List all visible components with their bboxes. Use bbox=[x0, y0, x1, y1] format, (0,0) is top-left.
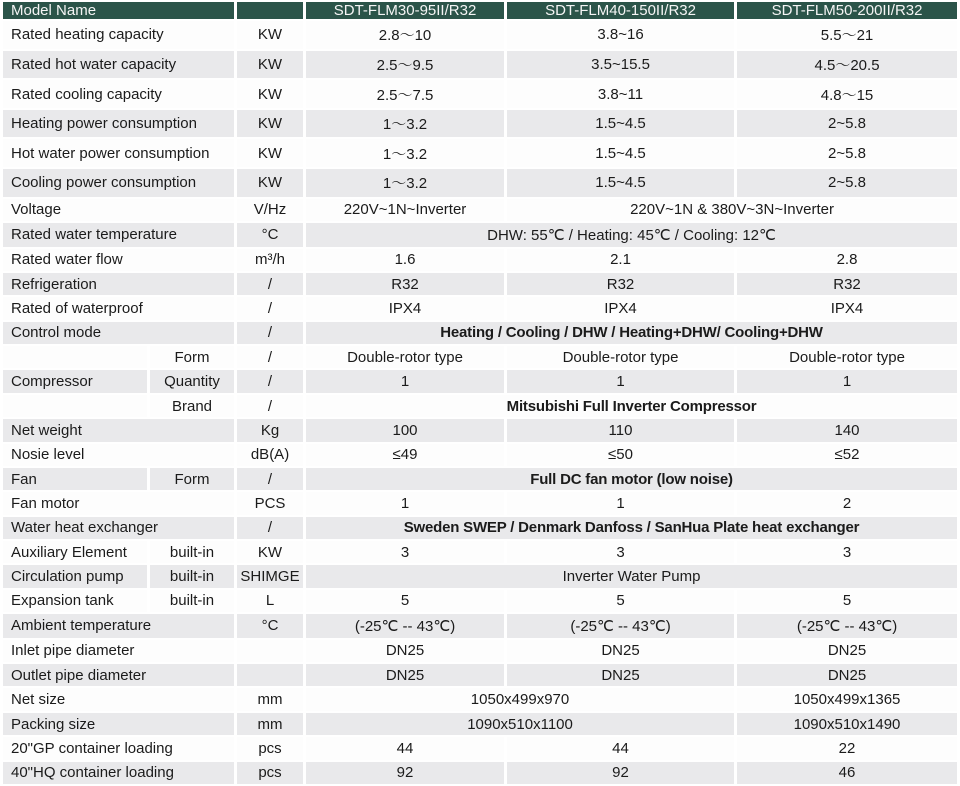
table-cell: 2.1 bbox=[507, 249, 734, 271]
table-cell: / bbox=[237, 468, 303, 490]
table-cell: 1090x510x1490 bbox=[737, 713, 957, 735]
table-row bbox=[3, 541, 957, 563]
table-row bbox=[3, 322, 957, 344]
table-cell: 1 bbox=[306, 492, 504, 514]
row-label-cell: 20"GP container loading bbox=[3, 737, 234, 759]
table-cell: DHW: 55℃ / Heating: 45℃ / Cooling: 12℃ bbox=[306, 223, 957, 247]
table-cell: Inverter Water Pump bbox=[306, 565, 957, 587]
table-cell: (-25℃ -- 43℃) bbox=[737, 614, 957, 638]
table-cell: built-in bbox=[150, 541, 234, 563]
table-cell: 22 bbox=[737, 737, 957, 759]
table-cell: / bbox=[237, 370, 303, 392]
table-row bbox=[3, 614, 957, 638]
table-cell: 5 bbox=[737, 590, 957, 612]
table-row bbox=[3, 444, 957, 466]
row-label-cell: Compressor bbox=[3, 370, 147, 392]
table-row bbox=[3, 346, 957, 368]
column-header bbox=[237, 2, 303, 19]
row-label-cell: Rated cooling capacity bbox=[3, 80, 234, 108]
table-cell: / bbox=[237, 273, 303, 295]
column-header: SDT-FLM50-200II/R32 bbox=[737, 2, 957, 19]
row-label-cell: Inlet pipe diameter bbox=[3, 640, 234, 662]
spec-table-body bbox=[3, 21, 957, 784]
table-cell: DN25 bbox=[507, 640, 734, 662]
table-row bbox=[3, 762, 957, 784]
table-cell: KW bbox=[237, 541, 303, 563]
table-cell: 3 bbox=[306, 541, 504, 563]
table-cell: 100 bbox=[306, 419, 504, 441]
table-cell: 2~5.8 bbox=[737, 110, 957, 138]
table-row bbox=[3, 419, 957, 441]
row-label-cell: Net weight bbox=[3, 419, 234, 441]
table-cell: KW bbox=[237, 139, 303, 167]
table-cell: 3.5~15.5 bbox=[507, 51, 734, 79]
row-label-cell: Water heat exchanger bbox=[3, 517, 234, 539]
row-label-cell: Rated water temperature bbox=[3, 223, 234, 247]
row-label-cell: Rated water flow bbox=[3, 249, 234, 271]
table-cell: Double-rotor type bbox=[737, 346, 957, 368]
table-cell: 3 bbox=[737, 541, 957, 563]
table-cell: / bbox=[237, 297, 303, 319]
table-cell: 1.5~4.5 bbox=[507, 110, 734, 138]
model-name-header: Model Name bbox=[3, 2, 234, 19]
table-cell: 2.8 bbox=[737, 249, 957, 271]
table-cell: 5 bbox=[306, 590, 504, 612]
table-cell: DN25 bbox=[306, 640, 504, 662]
table-row bbox=[3, 492, 957, 514]
table-cell: / bbox=[237, 346, 303, 368]
table-cell: KW bbox=[237, 51, 303, 79]
table-cell: 1050x499x1365 bbox=[737, 688, 957, 710]
table-cell: Double-rotor type bbox=[306, 346, 504, 368]
table-cell: V/Hz bbox=[237, 199, 303, 221]
row-label-cell: Fan bbox=[3, 468, 147, 490]
table-row bbox=[3, 517, 957, 539]
table-cell: 1 bbox=[737, 370, 957, 392]
table-cell: Sweden SWEP / Denmark Danfoss / SanHua Plate heat exchanger bbox=[306, 517, 957, 539]
table-cell: Quantity bbox=[150, 370, 234, 392]
table-cell: / bbox=[237, 517, 303, 539]
row-label-cell: Voltage bbox=[3, 199, 234, 221]
column-header: SDT-FLM40-150II/R32 bbox=[507, 2, 734, 19]
table-cell: 92 bbox=[306, 762, 504, 784]
row-label-cell bbox=[3, 346, 147, 368]
table-cell: SHIMGE bbox=[237, 565, 303, 587]
table-row bbox=[3, 199, 957, 221]
table-cell: 1〜3.2 bbox=[306, 110, 504, 138]
table-cell: pcs bbox=[237, 762, 303, 784]
table-cell: R32 bbox=[737, 273, 957, 295]
table-cell: pcs bbox=[237, 737, 303, 759]
table-cell: IPX4 bbox=[306, 297, 504, 319]
table-cell: 110 bbox=[507, 419, 734, 441]
table-cell: 5.5〜21 bbox=[737, 21, 957, 49]
table-row bbox=[3, 80, 957, 108]
table-cell: 220V~1N & 380V~3N~Inverter bbox=[507, 199, 957, 221]
table-cell: 2~5.8 bbox=[737, 139, 957, 167]
table-cell: 3.8~16 bbox=[507, 21, 734, 49]
table-row bbox=[3, 737, 957, 759]
table-row bbox=[3, 110, 957, 138]
row-label-cell: Net size bbox=[3, 688, 234, 710]
table-cell: 2 bbox=[737, 492, 957, 514]
table-cell bbox=[237, 640, 303, 662]
table-cell: DN25 bbox=[507, 664, 734, 686]
table-cell: 4.8〜15 bbox=[737, 80, 957, 108]
table-cell: 2.8〜10 bbox=[306, 21, 504, 49]
table-cell: 1090x510x1100 bbox=[306, 713, 734, 735]
table-cell: 140 bbox=[737, 419, 957, 441]
table-cell: dB(A) bbox=[237, 444, 303, 466]
table-cell: 1 bbox=[306, 370, 504, 392]
table-row bbox=[3, 273, 957, 295]
table-cell: DN25 bbox=[306, 664, 504, 686]
table-row bbox=[3, 249, 957, 271]
table-cell: ≤49 bbox=[306, 444, 504, 466]
table-row bbox=[3, 223, 957, 247]
table-cell: IPX4 bbox=[507, 297, 734, 319]
table-cell: ≤50 bbox=[507, 444, 734, 466]
table-cell: 44 bbox=[306, 737, 504, 759]
row-label-cell: Ambient temperature bbox=[3, 614, 234, 638]
table-row bbox=[3, 713, 957, 735]
table-cell: 1050x499x970 bbox=[306, 688, 734, 710]
row-label-cell: Hot water power consumption bbox=[3, 139, 234, 167]
table-cell: KW bbox=[237, 80, 303, 108]
header-row bbox=[3, 2, 957, 19]
table-cell: Double-rotor type bbox=[507, 346, 734, 368]
row-label-cell: Fan motor bbox=[3, 492, 234, 514]
table-cell: 1〜3.2 bbox=[306, 169, 504, 197]
table-row bbox=[3, 640, 957, 662]
table-cell: 3.8~11 bbox=[507, 80, 734, 108]
table-cell: R32 bbox=[507, 273, 734, 295]
table-cell: 220V~1N~Inverter bbox=[306, 199, 504, 221]
table-cell: 92 bbox=[507, 762, 734, 784]
spec-table-header bbox=[3, 2, 957, 19]
table-cell: built-in bbox=[150, 590, 234, 612]
table-cell: °C bbox=[237, 614, 303, 638]
table-cell: °C bbox=[237, 223, 303, 247]
row-label-cell: Cooling power consumption bbox=[3, 169, 234, 197]
table-cell: mm bbox=[237, 713, 303, 735]
table-cell: 1.5~4.5 bbox=[507, 139, 734, 167]
table-cell: 1.6 bbox=[306, 249, 504, 271]
row-label-cell: Control mode bbox=[3, 322, 234, 344]
table-cell: 2.5〜7.5 bbox=[306, 80, 504, 108]
table-cell: 46 bbox=[737, 762, 957, 784]
table-cell: PCS bbox=[237, 492, 303, 514]
table-cell: Form bbox=[150, 468, 234, 490]
table-cell: ≤52 bbox=[737, 444, 957, 466]
table-row bbox=[3, 51, 957, 79]
table-cell: DN25 bbox=[737, 640, 957, 662]
table-cell: Form bbox=[150, 346, 234, 368]
table-cell: 3 bbox=[507, 541, 734, 563]
table-cell: KW bbox=[237, 169, 303, 197]
table-row bbox=[3, 21, 957, 49]
row-label-cell: Expansion tank bbox=[3, 590, 147, 612]
table-row bbox=[3, 688, 957, 710]
table-cell: DN25 bbox=[737, 664, 957, 686]
row-label-cell: Circulation pump bbox=[3, 565, 147, 587]
table-cell: 44 bbox=[507, 737, 734, 759]
table-cell: 1.5~4.5 bbox=[507, 169, 734, 197]
row-label-cell: Refrigeration bbox=[3, 273, 234, 295]
table-row bbox=[3, 565, 957, 587]
table-row bbox=[3, 169, 957, 197]
table-cell: KW bbox=[237, 21, 303, 49]
table-cell: 1〜3.2 bbox=[306, 139, 504, 167]
table-cell: 1 bbox=[507, 492, 734, 514]
row-label-cell: 40"HQ container loading bbox=[3, 762, 234, 784]
table-cell: Kg bbox=[237, 419, 303, 441]
table-cell: 2~5.8 bbox=[737, 169, 957, 197]
row-label-cell: Heating power consumption bbox=[3, 110, 234, 138]
table-cell: m³/h bbox=[237, 249, 303, 271]
table-cell: (-25℃ -- 43℃) bbox=[507, 614, 734, 638]
table-row bbox=[3, 395, 957, 417]
table-row bbox=[3, 590, 957, 612]
column-header: SDT-FLM30-95II/R32 bbox=[306, 2, 504, 19]
table-cell: 2.5〜9.5 bbox=[306, 51, 504, 79]
table-row bbox=[3, 664, 957, 686]
table-cell: 1 bbox=[507, 370, 734, 392]
table-row bbox=[3, 468, 957, 490]
row-label-cell bbox=[3, 395, 147, 417]
table-cell: / bbox=[237, 395, 303, 417]
table-cell: 4.5〜20.5 bbox=[737, 51, 957, 79]
table-cell bbox=[237, 664, 303, 686]
table-cell: mm bbox=[237, 688, 303, 710]
table-cell: R32 bbox=[306, 273, 504, 295]
table-cell: 5 bbox=[507, 590, 734, 612]
row-label-cell: Rated hot water capacity bbox=[3, 51, 234, 79]
table-cell: (-25℃ -- 43℃) bbox=[306, 614, 504, 638]
table-row bbox=[3, 297, 957, 319]
table-cell: Mitsubishi Full Inverter Compressor bbox=[306, 395, 957, 417]
table-row bbox=[3, 139, 957, 167]
table-cell: / bbox=[237, 322, 303, 344]
table-cell: L bbox=[237, 590, 303, 612]
row-label-cell: Outlet pipe diameter bbox=[3, 664, 234, 686]
row-label-cell: Rated of waterproof bbox=[3, 297, 234, 319]
row-label-cell: Packing size bbox=[3, 713, 234, 735]
row-label-cell: Nosie level bbox=[3, 444, 234, 466]
table-cell: Heating / Cooling / DHW / Heating+DHW/ Cooling+DHW bbox=[306, 322, 957, 344]
table-cell: built-in bbox=[150, 565, 234, 587]
row-label-cell: Rated heating capacity bbox=[3, 21, 234, 49]
table-cell: Brand bbox=[150, 395, 234, 417]
table-row bbox=[3, 370, 957, 392]
table-cell: KW bbox=[237, 110, 303, 138]
row-label-cell: Auxiliary Element bbox=[3, 541, 147, 563]
table-cell: IPX4 bbox=[737, 297, 957, 319]
table-cell: Full DC fan motor (low noise) bbox=[306, 468, 957, 490]
